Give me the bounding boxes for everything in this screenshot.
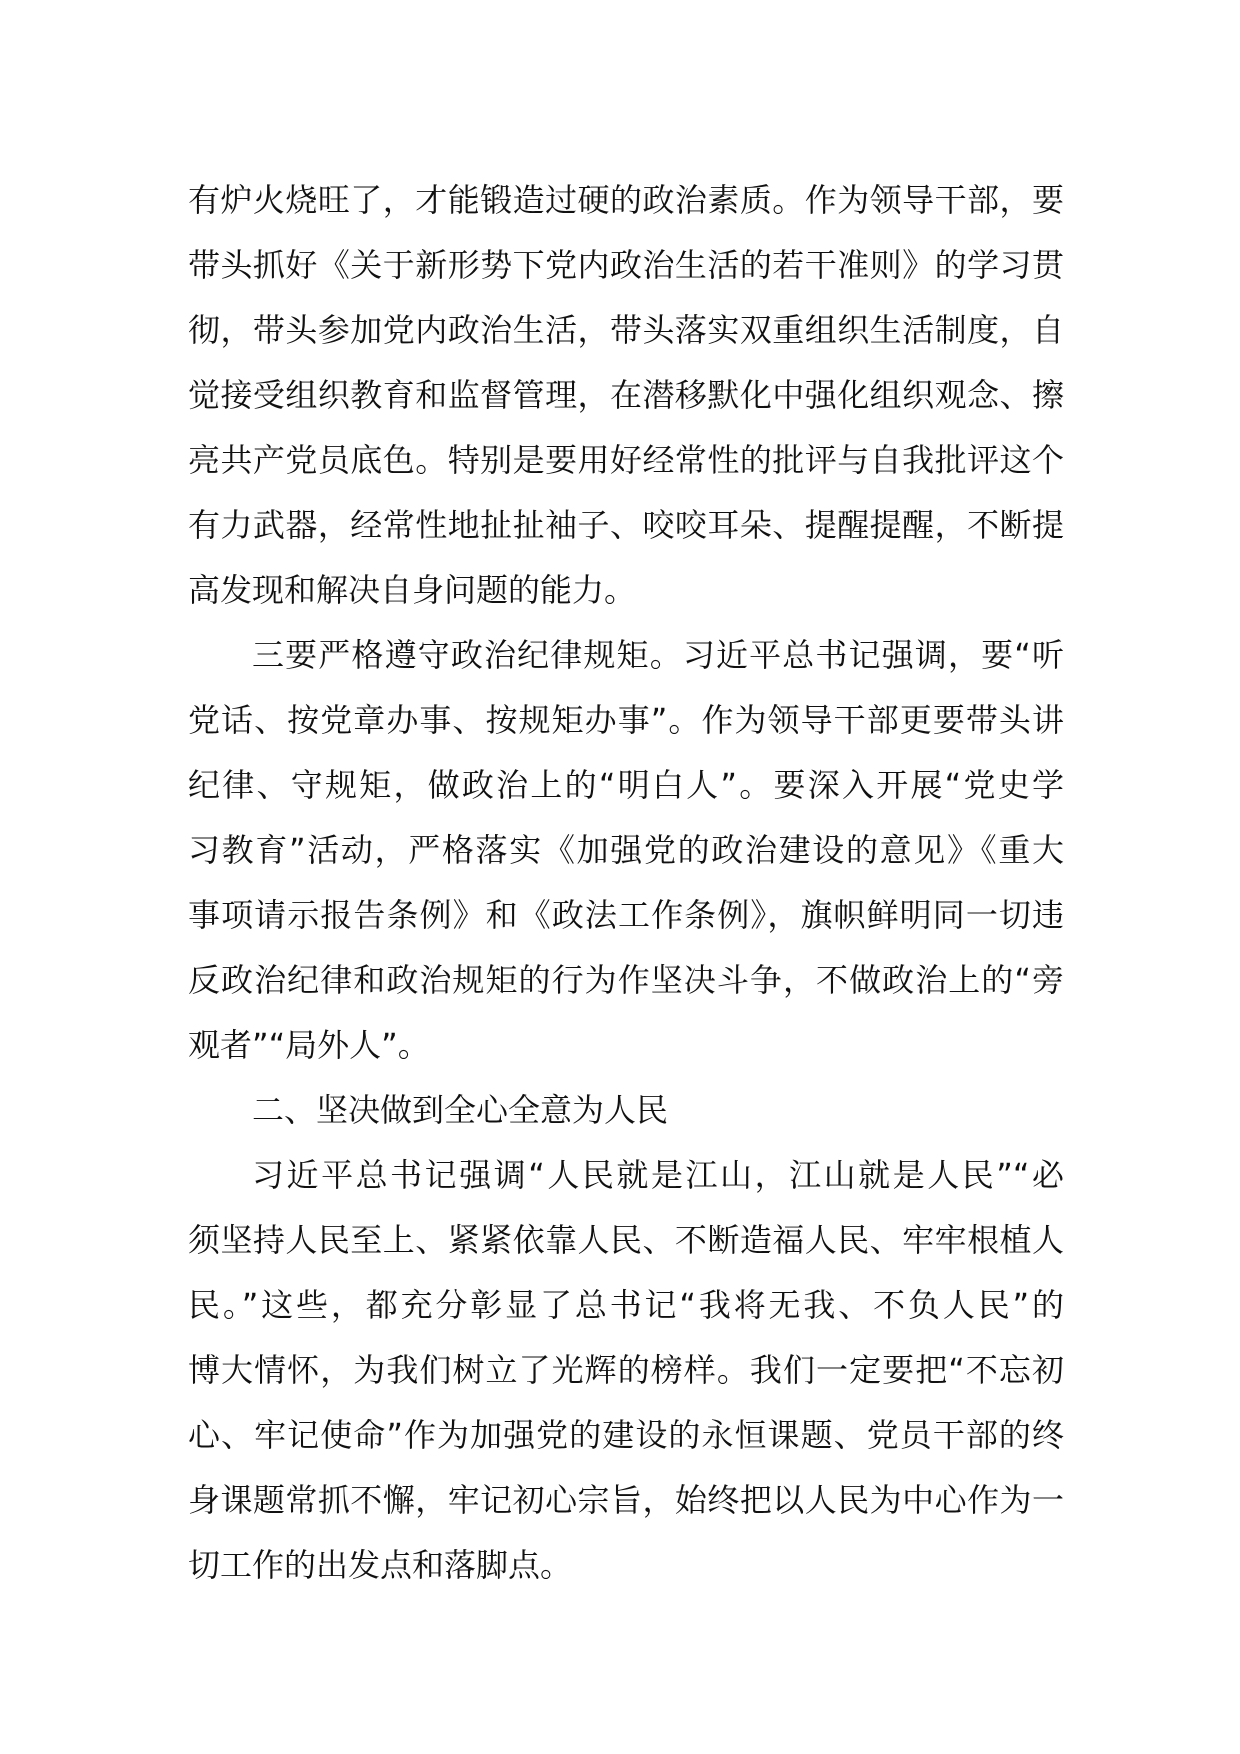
body-text [188,168,1064,1598]
text-line: 带头抓好《关于新形势下党内政治生活的若干准则》的学习贯 [188,246,1064,284]
text-line: 高发现和解决自身问题的能力。 [188,571,637,609]
section-heading: 二、坚决做到全心全意为人民 [252,1091,669,1129]
text-line: 有炉火烧旺了，才能锻造过硬的政治素质。作为领导干部，要 [188,181,1064,219]
text-line: 观者”“局外人”。 [188,1026,430,1064]
paragraph-start-line: 三要严格遵守政治纪律规矩。习近平总书记强调，要“听 [252,636,1064,674]
text-line: 有力武器，经常性地扯扯袖子、咬咬耳朵、提醒提醒，不断提 [188,506,1064,544]
text-line: 反政治纪律和政治规矩的行为作坚决斗争，不做政治上的“旁 [188,961,1064,999]
text-line: 博大情怀，为我们树立了光辉的榜样。我们一定要把“不忘初 [188,1351,1064,1389]
text-line: 党话、按党章办事、按规矩办事”。作为领导干部更要带头讲 [188,701,1064,739]
text-line: 彻，带头参加党内政治生活，带头落实双重组织生活制度，自 [188,311,1064,349]
text-line: 亮共产党员底色。特别是要用好经常性的批评与自我批评这个 [188,441,1064,479]
text-line: 切工作的出发点和落脚点。 [188,1546,573,1584]
text-line: 习教育”活动，严格落实《加强党的政治建设的意见》《重大 [188,831,1064,869]
text-line: 身课题常抓不懈，牢记初心宗旨，始终把以人民为中心作为一 [188,1481,1064,1519]
text-line: 纪律、守规矩，做政治上的“明白人”。要深入开展“党史学 [188,766,1064,804]
text-line: 心、牢记使命”作为加强党的建设的永恒课题、党员干部的终 [188,1416,1064,1454]
text-line: 民。”这些，都充分彰显了总书记“我将无我、不负人民”的 [188,1286,1064,1324]
text-line: 事项请示报告条例》和《政法工作条例》，旗帜鲜明同一切违 [188,896,1064,934]
paragraph-start-line: 习近平总书记强调“人民就是江山，江山就是人民”“必 [252,1156,1064,1194]
text-line: 觉接受组织教育和监督管理，在潜移默化中强化组织观念、擦 [188,376,1064,414]
text-line: 须坚持人民至上、紧紧依靠人民、不断造福人民、牢牢根植人 [188,1221,1064,1259]
